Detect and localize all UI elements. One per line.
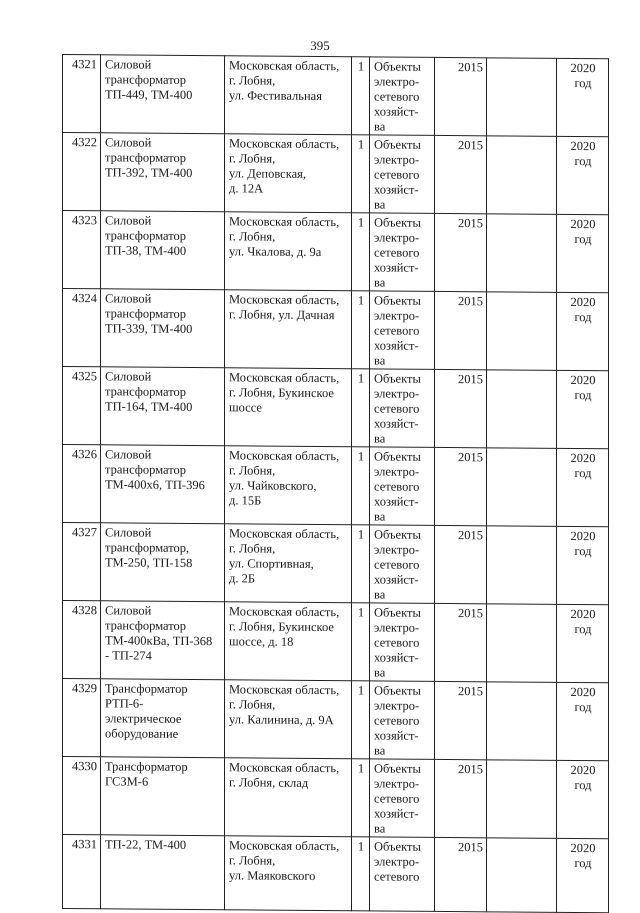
category-line: ва (374, 431, 386, 446)
table-row (63, 133, 609, 215)
end-year-cell (557, 214, 609, 292)
object-name-cell (101, 835, 225, 909)
quantity-cell: 1 (352, 525, 370, 603)
object-name-line: электрическое (105, 711, 182, 726)
quantity-cell: 1 (352, 759, 370, 837)
category-line: ва (374, 353, 386, 368)
category-cell (370, 447, 435, 526)
category-line: электро- (374, 620, 420, 635)
category-line: сетевого (374, 89, 420, 104)
note-cell (487, 370, 557, 449)
end-year-cell (557, 604, 609, 682)
row-number-cell: 4331 (63, 835, 101, 909)
address-line: ул. Калинина, д. 9А (229, 712, 334, 728)
address-line: Московская область, (229, 682, 340, 698)
address-line: Московская область, (229, 136, 340, 152)
note-cell (487, 58, 557, 137)
row-number-cell: 4327 (63, 523, 101, 601)
address-line: г. Лобня, (229, 73, 276, 88)
year-cell: 2015 (435, 681, 487, 759)
category-line: хозяйст- (374, 572, 419, 587)
address-line: г. Лобня, (229, 853, 276, 868)
object-name-cell (101, 445, 225, 524)
category-line: Объекты (374, 137, 421, 152)
object-name-line: Трансформатор (105, 759, 188, 774)
object-name-line: трансформатор (105, 384, 187, 399)
category-line: электро- (374, 230, 420, 245)
note-cell (487, 682, 557, 761)
end-year-line: 2020 (570, 138, 596, 154)
object-name-line: трансформатор (105, 306, 187, 321)
year-cell: 2015 (435, 213, 487, 291)
row-number-cell: 4323 (63, 211, 101, 289)
address-line: г. Лобня, (229, 541, 276, 556)
end-year-line: год (574, 466, 592, 481)
object-name-line: Силовой (105, 57, 152, 72)
category-line: электро- (374, 386, 420, 401)
address-line: ул. Чайковского, (229, 478, 317, 493)
address-line: ул. Чкалова, д. 9а (229, 244, 322, 260)
object-name-line: ТП-38, ТМ-400 (105, 243, 187, 258)
object-name-cell (101, 55, 225, 134)
row-number-cell: 4325 (63, 367, 101, 445)
address-line: Московская область, (229, 292, 340, 308)
year-cell: 2015 (435, 135, 487, 213)
note-cell (487, 760, 557, 839)
category-line: сетевого (374, 635, 420, 650)
end-year-cell (557, 760, 609, 838)
object-name-line: Силовой (105, 447, 152, 462)
end-year-line: 2020 (570, 294, 596, 310)
category-cell (370, 603, 435, 682)
object-name-line: Силовой (105, 603, 152, 618)
category-line: Объекты (374, 605, 421, 620)
address-line: г. Лобня, ул. Дачная (229, 307, 335, 323)
end-year-line: 2020 (570, 216, 596, 232)
quantity-cell: 1 (352, 135, 370, 213)
category-line: сетевого (374, 479, 420, 494)
note-cell (487, 526, 557, 605)
address-line: Московская область, (229, 604, 340, 620)
end-year-line: 2020 (570, 60, 596, 76)
address-cell (225, 290, 352, 369)
category-line: электро- (374, 152, 420, 167)
row-number-cell: 4324 (63, 289, 101, 367)
address-line: Московская область, (229, 526, 340, 542)
quantity-cell: 1 (352, 57, 370, 135)
address-line: д. 15Б (229, 493, 262, 508)
table-row (63, 367, 609, 449)
category-line: хозяйст- (374, 182, 419, 197)
category-cell (370, 57, 435, 136)
category-line: ва (374, 119, 386, 134)
address-line: г. Лобня, Букинское (229, 385, 334, 401)
table-row (63, 835, 609, 913)
table-row (63, 445, 609, 527)
year-cell: 2015 (435, 57, 487, 135)
category-cell (370, 291, 435, 370)
table-row (63, 601, 609, 683)
address-line: шоссе, д. 18 (229, 634, 294, 649)
object-name-cell (101, 211, 225, 290)
object-name-cell (101, 367, 225, 446)
category-line: хозяйст- (374, 104, 419, 119)
object-name-cell (101, 289, 225, 368)
address-cell (225, 602, 352, 681)
quantity-cell: 1 (352, 447, 370, 525)
object-name-line: ТП-339, ТМ-400 (105, 321, 193, 337)
object-name-line: трансформатор (105, 462, 187, 477)
registry-table (62, 54, 609, 913)
category-line: ва (374, 509, 386, 524)
category-line: сетевого (374, 557, 420, 572)
address-cell (225, 446, 352, 525)
category-line: ва (374, 743, 386, 758)
address-cell (225, 368, 352, 447)
object-name-line: трансформатор (105, 150, 187, 165)
object-name-line: ТП-449, ТМ-400 (105, 87, 193, 103)
address-line: ул. Спортивная, (229, 556, 314, 571)
object-name-line: - ТП-274 (105, 648, 152, 663)
category-line: электро- (374, 74, 420, 89)
category-cell (370, 525, 435, 604)
quantity-cell: 1 (352, 681, 370, 759)
category-line: ва (374, 821, 386, 836)
address-line: Московская область, (229, 370, 340, 386)
address-line: г. Лобня, (229, 463, 276, 478)
address-line: ул. Маяковского (229, 868, 316, 883)
category-line: сетевого (374, 791, 420, 806)
category-line: электро- (374, 308, 420, 323)
category-line: хозяйст- (374, 650, 419, 665)
year-cell: 2015 (435, 291, 487, 369)
object-name-line: оборудование (105, 726, 179, 741)
quantity-cell: 1 (352, 603, 370, 681)
note-cell (487, 292, 557, 371)
year-cell: 2015 (435, 837, 487, 911)
category-line: сетевого (374, 401, 420, 416)
end-year-line: год (574, 622, 592, 637)
object-name-line: Трансформатор (105, 681, 188, 696)
end-year-line: год (574, 76, 592, 91)
end-year-cell (557, 448, 609, 526)
address-cell (225, 134, 352, 213)
object-name-line: Силовой (105, 369, 152, 384)
category-line: Объекты (374, 449, 421, 464)
end-year-line: год (574, 388, 592, 403)
year-cell: 2015 (435, 603, 487, 681)
category-line: Объекты (374, 59, 421, 74)
category-line: Объекты (374, 527, 421, 542)
end-year-line: 2020 (570, 684, 596, 700)
category-line: Объекты (374, 371, 421, 386)
address-cell (225, 56, 352, 135)
end-year-line: год (574, 154, 592, 169)
table-row (63, 523, 609, 605)
object-name-line: трансформатор, (105, 540, 190, 555)
row-number-cell: 4322 (63, 133, 101, 211)
end-year-line: год (574, 778, 592, 793)
quantity-cell: 1 (352, 213, 370, 291)
end-year-line: 2020 (570, 450, 596, 466)
end-year-line: 2020 (570, 372, 596, 388)
table-row (63, 211, 609, 293)
end-year-cell (557, 682, 609, 760)
address-cell (225, 680, 352, 759)
end-year-cell (557, 838, 609, 912)
category-line: электро- (374, 698, 420, 713)
row-number-cell: 4328 (63, 601, 101, 679)
end-year-line: год (574, 232, 592, 247)
category-line: ва (374, 665, 386, 680)
row-number-cell: 4329 (63, 679, 101, 757)
row-number-cell: 4321 (63, 55, 101, 133)
object-name-cell (101, 757, 225, 836)
category-line: хозяйст- (374, 806, 419, 821)
category-line: хозяйст- (374, 494, 419, 509)
year-cell: 2015 (435, 369, 487, 447)
end-year-cell (557, 58, 609, 136)
end-year-cell (557, 136, 609, 214)
category-cell (370, 369, 435, 448)
category-line: хозяйст- (374, 416, 419, 431)
note-cell (487, 214, 557, 293)
address-cell (225, 212, 352, 291)
end-year-cell (557, 292, 609, 370)
category-line: электро- (374, 542, 420, 557)
year-cell: 2015 (435, 447, 487, 525)
object-name-line: РТП-6- (105, 696, 144, 711)
year-cell: 2015 (435, 525, 487, 603)
end-year-cell (557, 370, 609, 448)
table-row (63, 757, 609, 839)
address-line: г. Лобня, склад (229, 775, 309, 790)
object-name-line: Силовой (105, 291, 152, 306)
year-cell: 2015 (435, 759, 487, 837)
quantity-cell: 1 (352, 369, 370, 447)
note-cell (487, 136, 557, 215)
category-line: хозяйст- (374, 260, 419, 275)
address-cell (225, 524, 352, 603)
registry-table-body (63, 55, 609, 913)
address-line: Московская область, (229, 760, 340, 776)
note-cell (487, 604, 557, 683)
table-row (63, 289, 609, 371)
object-name-line: ТМ-400кВа, ТП-368 (105, 633, 213, 649)
table-row (63, 55, 609, 137)
category-line: хозяйст- (374, 338, 419, 353)
category-line: электро- (374, 464, 420, 479)
row-number-cell: 4326 (63, 445, 101, 523)
address-line: г. Лобня, (229, 697, 276, 712)
category-cell (370, 681, 435, 760)
quantity-cell: 1 (352, 291, 370, 369)
object-name-cell (101, 133, 225, 212)
category-cell (370, 759, 435, 838)
address-line: д. 2Б (229, 571, 256, 586)
address-line: д. 12А (229, 181, 264, 196)
category-cell (370, 837, 435, 911)
address-line: г. Лобня, (229, 151, 276, 166)
address-line: шоссе (229, 400, 262, 415)
note-cell (487, 838, 557, 912)
category-line: ва (374, 587, 386, 602)
end-year-line: 2020 (570, 762, 596, 778)
category-line: ва (374, 275, 386, 290)
category-line: ва (374, 197, 386, 212)
note-cell (487, 448, 557, 527)
object-name-line: ТП-22, ТМ-400 (105, 837, 187, 852)
end-year-line: год (574, 310, 592, 325)
end-year-cell (557, 526, 609, 604)
end-year-line: год (574, 544, 592, 559)
end-year-line: 2020 (570, 606, 596, 622)
address-line: Московская область, (229, 448, 340, 464)
address-line: Московская область, (229, 214, 340, 230)
row-number-cell: 4330 (63, 757, 101, 835)
category-cell (370, 135, 435, 214)
category-line: сетевого (374, 167, 420, 182)
category-line: Объекты (374, 839, 421, 854)
category-line: электро- (374, 854, 420, 869)
end-year-line: год (574, 700, 592, 715)
object-name-line: ТМ-400х6, ТП-396 (105, 477, 205, 493)
end-year-line: год (574, 856, 592, 871)
address-line: г. Лобня, Букинское (229, 619, 334, 635)
category-line: Объекты (374, 761, 421, 776)
category-line: электро- (374, 776, 420, 791)
category-line: Объекты (374, 293, 421, 308)
object-name-line: трансформатор (105, 228, 187, 243)
address-line: ул. Фестивальная (229, 88, 322, 104)
object-name-line: ТП-392, ТМ-400 (105, 165, 193, 181)
object-name-line: ТП-164, ТМ-400 (105, 399, 193, 415)
category-line: Объекты (374, 683, 421, 698)
object-name-cell (101, 679, 225, 758)
address-line: Московская область, (229, 838, 340, 854)
address-cell (225, 836, 352, 910)
end-year-line: 2020 (570, 528, 596, 544)
category-line: Объекты (374, 215, 421, 230)
address-line: ул. Деповская, (229, 166, 307, 181)
object-name-line: Силовой (105, 135, 152, 150)
category-cell (370, 213, 435, 292)
page-number: 395 (310, 38, 330, 53)
object-name-line: трансформатор (105, 618, 187, 633)
category-line: сетевого (374, 323, 420, 338)
quantity-cell: 1 (352, 837, 370, 911)
object-name-cell (101, 601, 225, 680)
category-line: сетевого (374, 245, 420, 260)
object-name-line: трансформатор (105, 72, 187, 87)
address-cell (225, 758, 352, 837)
object-name-line: ГСЗМ-6 (105, 774, 149, 789)
object-name-cell (101, 523, 225, 602)
category-line: сетевого (374, 713, 420, 728)
object-name-line: Силовой (105, 525, 152, 540)
table-row (63, 679, 609, 761)
address-line: г. Лобня, (229, 229, 276, 244)
category-line: сетевого (374, 869, 420, 884)
category-line: хозяйст- (374, 728, 419, 743)
object-name-line: Силовой (105, 213, 152, 228)
address-line: Московская область, (229, 58, 340, 74)
object-name-line: ТМ-250, ТП-158 (105, 555, 193, 571)
end-year-line: 2020 (570, 840, 596, 856)
